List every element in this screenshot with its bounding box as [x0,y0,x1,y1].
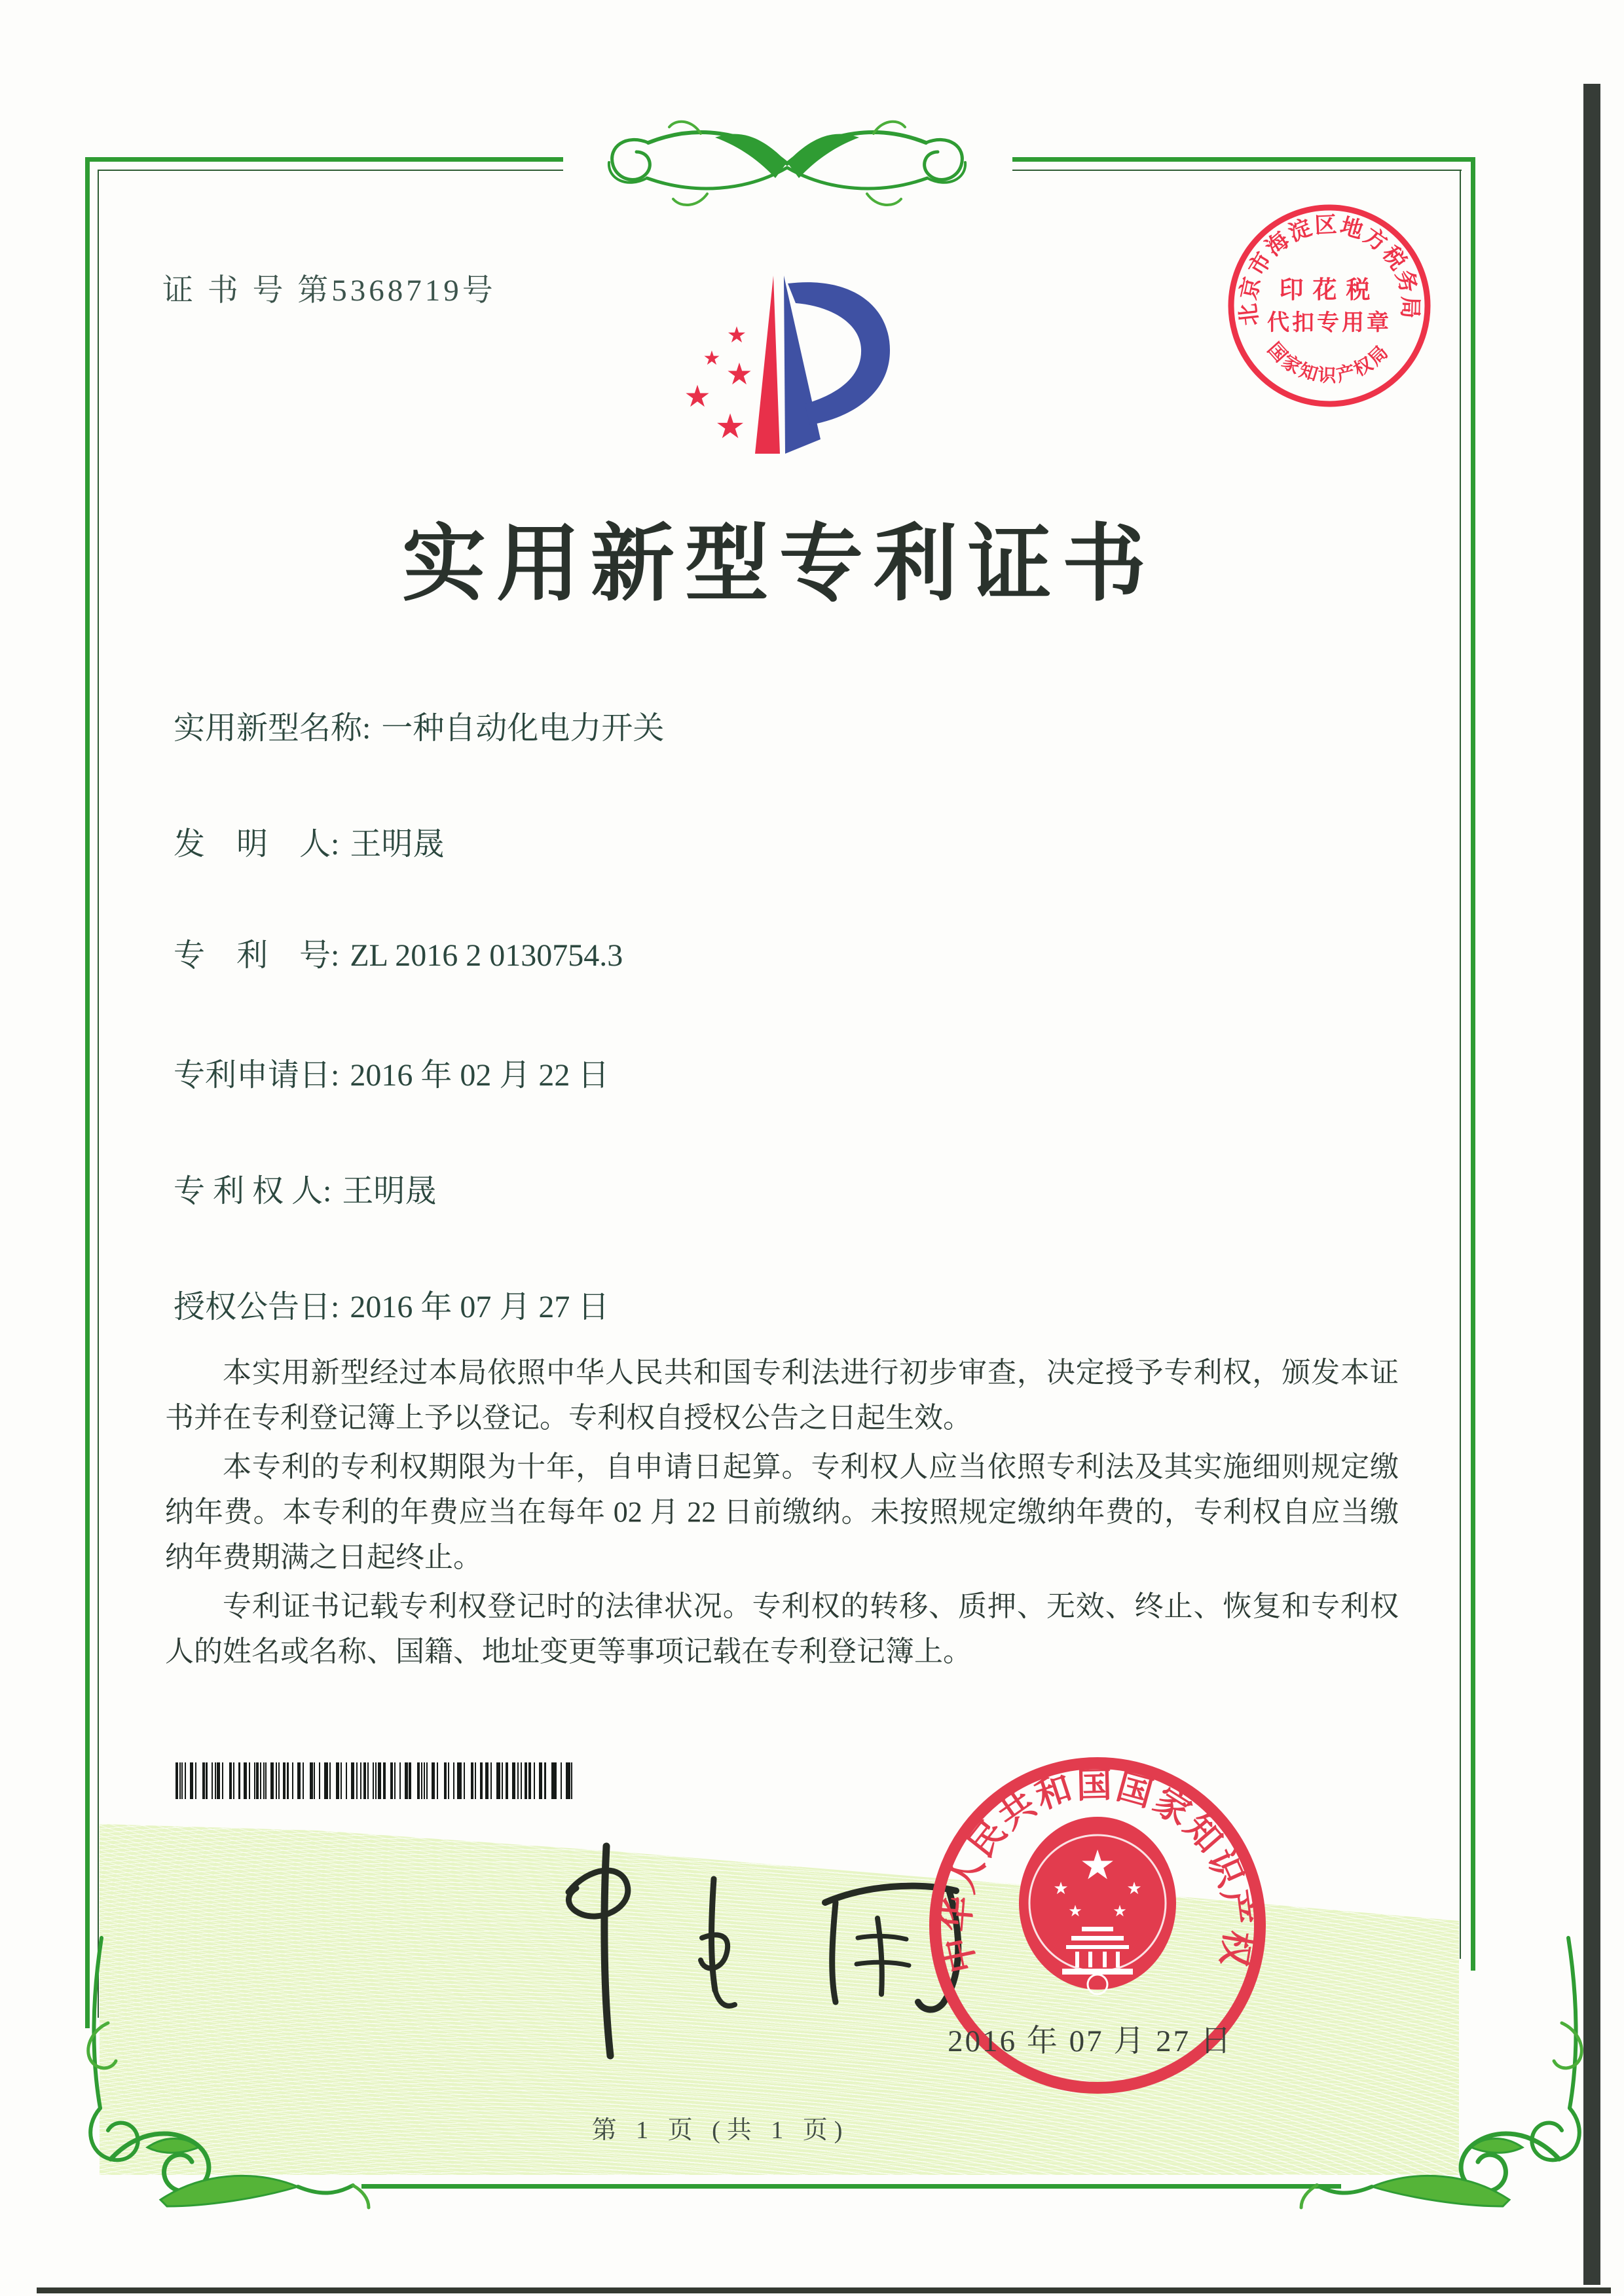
certificate-barcode [175,1762,578,1799]
tax-stamp-arc-top-text: 北京市海淀区地方税务局 [1236,213,1422,327]
emblem-star-icon: ★ [1068,1903,1082,1920]
frame-bottom-border [361,2184,1341,2189]
cnipa-logo [658,265,904,467]
logo-star-icon: ★ [726,357,753,391]
seal-date: 2016 年 07 月 27 日 [948,2024,1233,2058]
scan-bottom-edge-shadow [37,2287,1611,2293]
field-label: 专 利 权 人: [174,1174,332,1209]
field-row-patent-number [174,930,623,975]
certificate-title: 实用新型专利证书 [401,518,1156,611]
frame-top-inner-line-left [98,170,563,171]
tax-withholding-stamp [1215,191,1444,420]
frame-top-left-segment [85,157,563,162]
frame-top-inner-line-right [1012,170,1462,171]
logo-star-icon: ★ [684,380,711,413]
frame-right-inner-line [1460,170,1461,1959]
legal-paragraph: 本实用新型经过本局依照中华人民共和国专利法进行初步审查，决定授予专利权，颁发本证书并在专利登记簿上予以登记。专利权自授权公告之日起生效。 [165,1357,1399,1434]
emblem-star-icon: ★ [1126,1879,1142,1898]
emblem-star-icon: ★ [1053,1879,1069,1898]
tax-stamp-arc-bottom-text: 国家知识产权局 [1263,338,1393,387]
logo-star-icon: ★ [726,323,747,348]
field-value: 2016 年 02 月 22 日 [350,1058,610,1093]
field-value: 2016 年 07 月 27 日 [350,1290,610,1324]
logo-red-wedge [755,276,780,454]
field-label: 专 利 号: [174,938,340,973]
logo-star-icon: ★ [714,409,746,446]
national-emblem [1019,1817,1176,1994]
field-label: 专利申请日: [174,1058,340,1093]
field-row-inventor [174,818,444,864]
logo-star-icon: ★ [703,348,721,369]
emblem-star-icon: ★ [1113,1903,1127,1920]
tax-stamp-center-line1: 印花税 [1279,277,1380,304]
tax-stamp-center-line2: 代扣专用章 [1267,311,1392,335]
field-label: 授权公告日: [174,1290,340,1324]
svg-text:国家知识产权局 [1263,338,1392,386]
field-row-filing-date [174,1049,609,1095]
bottom-left-corner-flourish [62,1925,370,2232]
legal-paragraph: 本专利的专利权期限为十年，自申请日起算。专利权人应当依照专利法及其实施细则规定缴纳年费。本专利的年费应当在每年 02 月 22 日前缴纳。未按照规定缴纳年费的，专利权自应当缴纳年费期满之日起终止。 [165,1451,1399,1573]
frame-top-right-segment [1012,157,1475,162]
emblem-star-icon: ★ [1079,1844,1116,1888]
field-row-utility-model-name [174,702,664,748]
frame-left-border [85,157,90,2028]
field-value: ZL 2016 2 0130754.3 [350,938,623,973]
field-label: 发 明 人: [174,827,340,862]
seal-ring-text: 中华人民共和国国家知识产权局 [893,1707,1259,1977]
field-value: 一种自动化电力开关 [381,711,665,746]
field-row-patentee [174,1165,436,1211]
legal-text-block [165,1350,1399,1678]
page-number-footer: 第 1 页 (共 1 页) [591,2117,849,2144]
field-value: 王明晟 [350,827,445,862]
field-value: 王明晟 [342,1174,437,1209]
bottom-right-corner-flourish [1300,1925,1608,2232]
certificate-number: 证 书 号 第5368719号 [162,274,496,308]
frame-right-border [1471,157,1475,1971]
field-row-grant-date [174,1281,609,1326]
legal-paragraph: 专利证书记载专利权登记时的法律状况。专利权的转移、质押、无效、终止、恢复和专利权人的姓名或名称、国籍、地址变更等事项记载在专利登记簿上。 [165,1590,1399,1667]
frame-left-inner-line [98,170,99,2018]
field-label: 实用新型名称: [174,711,371,746]
top-border-flourish-ornament [544,110,1031,221]
